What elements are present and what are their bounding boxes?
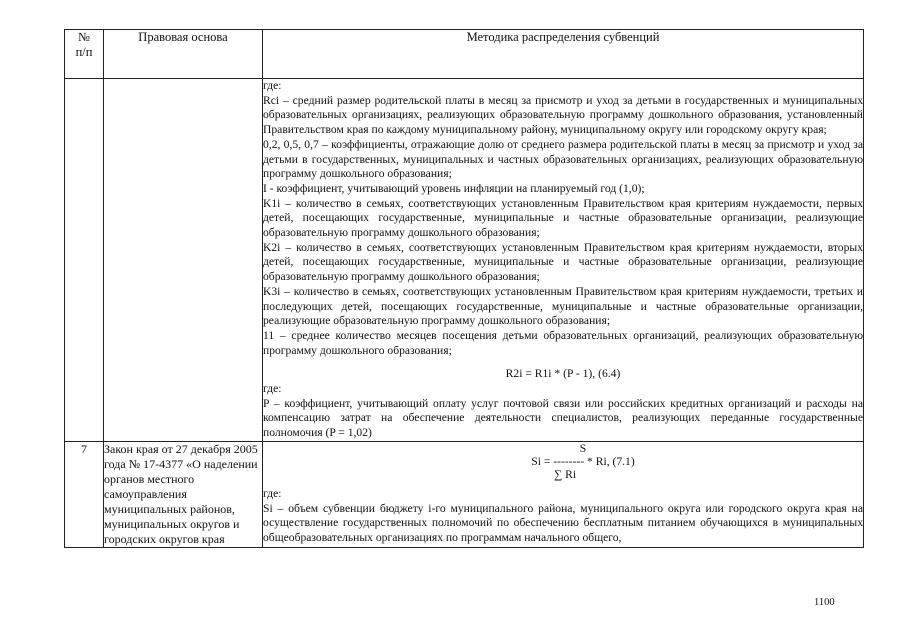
def-coefficients: 0,2, 0,5, 0,7 – коэффициенты, отражающие долю от среднего размера родительской платы в месяц за присмотр и уход за детьми в государственных, муниципальных и частных образовательных организациях, реализующих образовательную программу дошкольного образования; [263, 137, 863, 181]
continued-num-cell [65, 79, 104, 442]
header-number-line2: п/п [75, 45, 93, 59]
table-row-continued [65, 79, 864, 442]
continued-method-cell [263, 79, 864, 442]
page-number: 1100 [814, 597, 835, 608]
row7-law: Закон края от 27 декабря 2005 года № 17-4377 «О наделении органов местного самоуправления муниципальных районов, муниципальных округов и городских округов края [104, 441, 263, 547]
header-number-line1: № [78, 30, 90, 44]
continued-law-cell [104, 79, 263, 442]
def-p: P – коэффициент, учитывающий оплату услуг почтовой связи или российских кредитных организаций и расходы на компенсацию затрат на обеспечение деятельности специалистов, реализующих переданные государственные полномочия (P = 1,02) [263, 396, 863, 440]
row7-number: 7 [65, 441, 104, 547]
header-number [65, 30, 104, 79]
formula-main: Si = -------- * Ri, (7.1) [531, 454, 635, 468]
def-k3i: K3i – количество в семьях, соответствующих установленным Правительством края критериям нуждаемости, третьих и последующих детей, посещающих государственные, муниципальные и частные образовательные организации, реализующие образовательную программу дошкольного образования; [263, 284, 863, 328]
table-row-7 [65, 441, 864, 547]
where-label: где: [263, 79, 282, 92]
table-header-row [65, 30, 864, 79]
def-k2i: K2i – количество в семьях, соответствующих установленным Правительством края критериям нуждаемости, вторых детей, посещающих государственные, муниципальные и частные образовательные организации, реализующие образовательную программу дошкольного образования; [263, 240, 863, 284]
formula-6-4: R2i = R1i * (P - 1), (6.4) [505, 367, 621, 381]
formula-denominator: ∑ Ri [553, 467, 577, 481]
formula-7-1 [263, 442, 863, 481]
def-months: 11 – среднее количество месяцев посещения детьми образовательных организаций, реализующих образовательную программу дошкольного образования; [263, 328, 863, 357]
subvention-table [64, 29, 864, 548]
where-label-2: где: [263, 382, 282, 396]
row7-where-label: где: [263, 486, 282, 500]
header-methodology: Методика распределения субвенций [263, 30, 864, 79]
header-legal-basis: Правовая основа [104, 30, 263, 79]
def-rci: Rci – средний размер родительской платы в месяц за присмотр и уход за детьми в государственных и муниципальных образовательных организациях, реализующих образовательную программу дошкольного образования, установленный Правительством края по каждому муниципальному району, муниципальному округу или городскому округу края; [263, 93, 863, 137]
def-k1i: K1i – количество в семьях, соответствующих установленным Правительством края критериям нуждаемости, первых детей, посещающих государственные, муниципальные и частные образовательные организации, реализующие образовательную программу дошкольного образования; [263, 196, 863, 240]
row7-method-cell [263, 441, 864, 547]
formula-numerator: S [579, 441, 587, 455]
def-inflation: I - коэффициент, учитывающий уровень инфляции на планируемый год (1,0); [263, 181, 645, 195]
def-si: Si – объем субвенции бюджету i-го муниципального района, муниципального округа или городского округа края на осуществление государственных полномочий по обеспечению бесплатным питанием обучающихся в муниципальных общеобразовательных организациях по программам начального общего, [263, 501, 863, 544]
